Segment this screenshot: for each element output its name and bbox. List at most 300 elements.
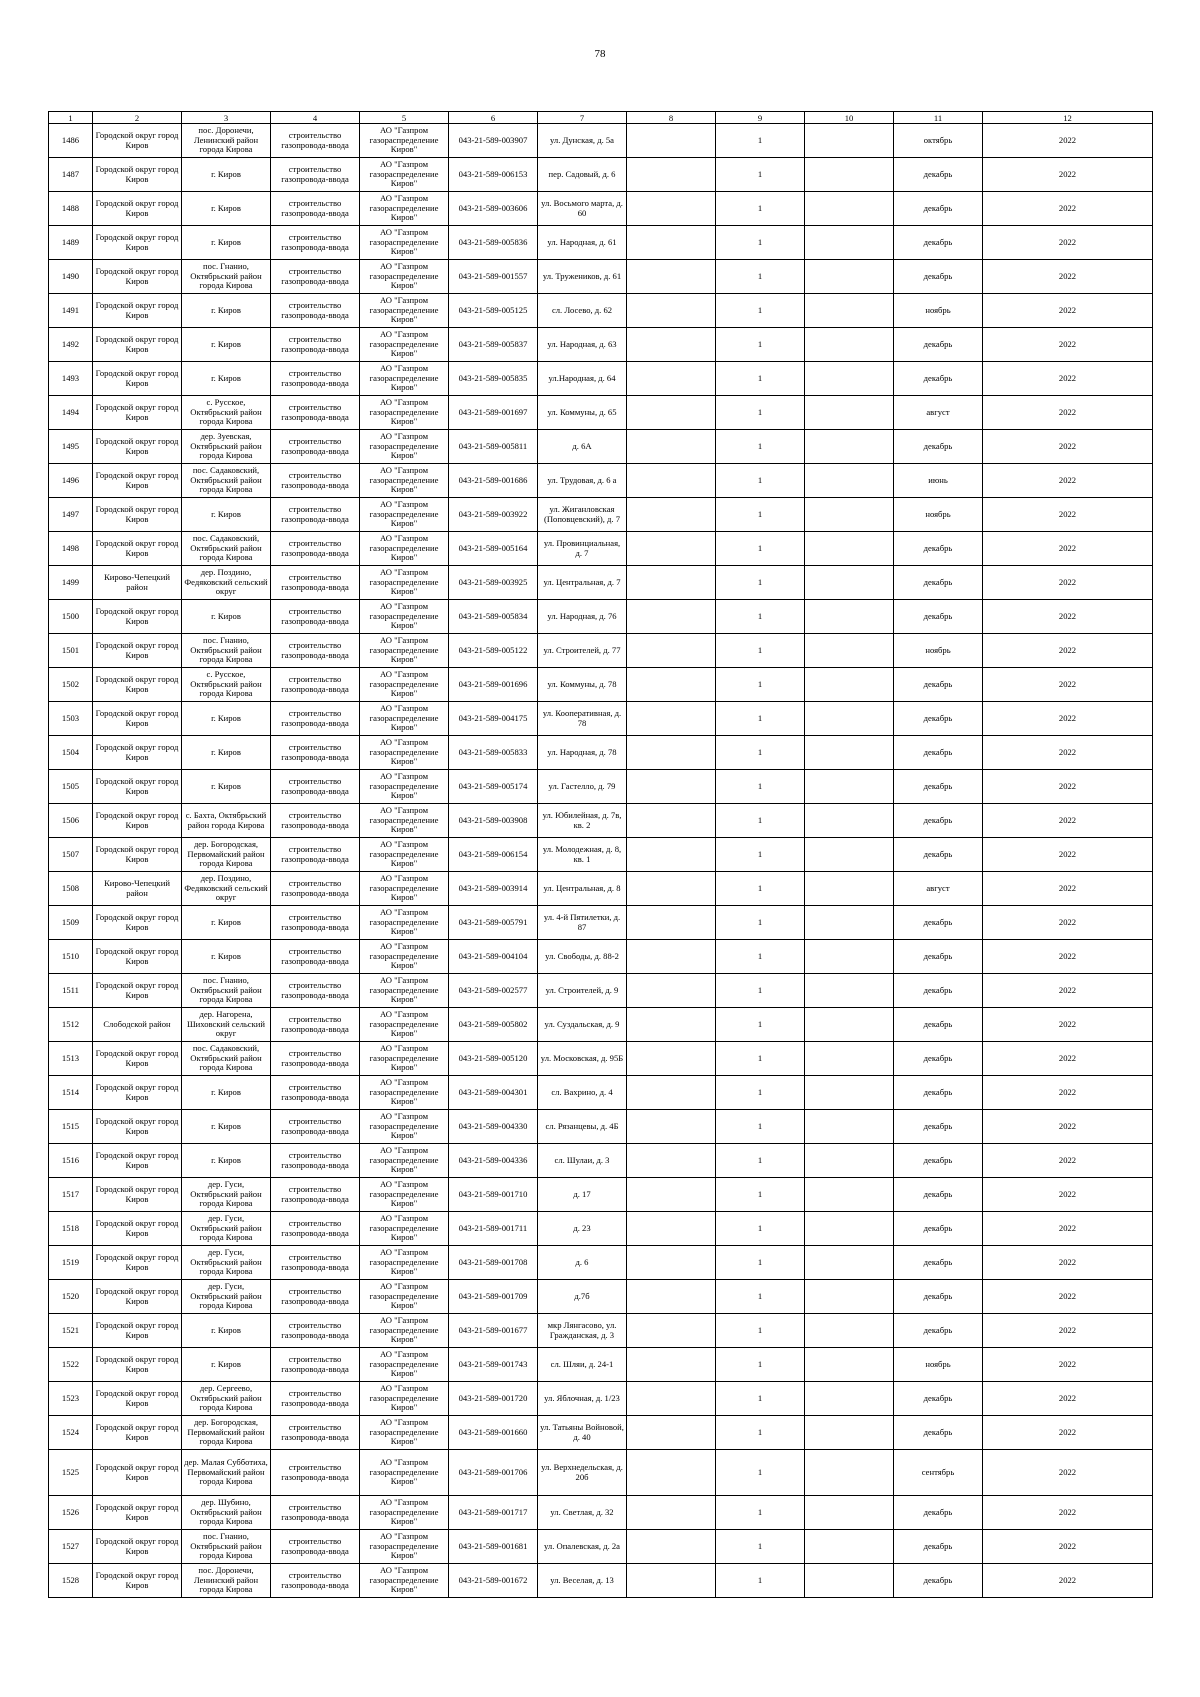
month-cell-text: декабрь bbox=[923, 1507, 953, 1517]
empty-cell bbox=[627, 294, 716, 328]
code-cell-text: 043-21-589-001710 bbox=[458, 1189, 528, 1199]
empty-cell bbox=[627, 532, 716, 566]
month-cell-text: декабрь bbox=[923, 203, 953, 213]
code-cell-text: 043-21-589-005125 bbox=[458, 305, 528, 315]
year-cell bbox=[983, 872, 1153, 906]
code-cell-text: 043-21-589-001681 bbox=[458, 1541, 528, 1551]
organization-cell bbox=[360, 1110, 449, 1144]
address-cell bbox=[538, 1212, 627, 1246]
code-cell bbox=[449, 668, 538, 702]
address-cell bbox=[538, 1348, 627, 1382]
organization-cell-text: АО "Газпром газораспределение Киров" bbox=[369, 1384, 439, 1413]
address-cell bbox=[538, 736, 627, 770]
organization-cell bbox=[360, 192, 449, 226]
month-cell-text: ноябрь bbox=[925, 509, 951, 519]
code-cell-text: 043-21-589-001677 bbox=[458, 1325, 528, 1335]
work-type-cell bbox=[271, 804, 360, 838]
empty-cell bbox=[627, 1416, 716, 1450]
row-number-cell bbox=[49, 158, 93, 192]
work-type-cell bbox=[271, 1564, 360, 1598]
organization-cell bbox=[360, 906, 449, 940]
code-cell-text: 043-21-589-001697 bbox=[458, 407, 528, 417]
district-cell bbox=[93, 328, 182, 362]
empty-cell bbox=[805, 1314, 894, 1348]
work-type-cell-text: строительство газопровода-ввода bbox=[281, 164, 349, 184]
district-cell bbox=[93, 1144, 182, 1178]
district-cell bbox=[93, 1008, 182, 1042]
year-cell bbox=[983, 702, 1153, 736]
quantity-cell bbox=[716, 1076, 805, 1110]
address-cell-text: ул. Восьмого марта, д. 60 bbox=[541, 198, 623, 218]
row-number-cell bbox=[49, 1110, 93, 1144]
column-number: 8 bbox=[627, 112, 716, 124]
row-number-cell-text: 1519 bbox=[61, 1257, 80, 1267]
locality-cell bbox=[182, 192, 271, 226]
month-cell bbox=[894, 1212, 983, 1246]
row-number-cell bbox=[49, 974, 93, 1008]
table-row bbox=[49, 634, 1153, 668]
locality-cell-text: дер. Поздино, Федяковский сельский округ bbox=[184, 874, 268, 903]
quantity-cell bbox=[716, 226, 805, 260]
month-cell-text: декабрь bbox=[923, 339, 953, 349]
quantity-cell-text: 1 bbox=[757, 713, 763, 723]
organization-cell bbox=[360, 1450, 449, 1496]
work-type-cell-text: строительство газопровода-ввода bbox=[281, 1150, 349, 1170]
year-cell-text: 2022 bbox=[1058, 509, 1077, 519]
row-number-cell bbox=[49, 1348, 93, 1382]
district-cell-text: Городской округ город Киров bbox=[95, 708, 179, 728]
address-cell-text: ул. Московская, д. 95Б bbox=[540, 1053, 624, 1063]
organization-cell bbox=[360, 1564, 449, 1598]
empty-cell bbox=[805, 328, 894, 362]
work-type-cell-text: строительство газопровода-ввода bbox=[281, 1116, 349, 1136]
work-type-cell-text: строительство газопровода-ввода bbox=[281, 1502, 349, 1522]
locality-cell-text: пос. Садаковский, Октябрьский район города Кирова bbox=[190, 1044, 262, 1073]
address-cell bbox=[538, 1178, 627, 1212]
month-cell-text: декабрь bbox=[923, 1393, 953, 1403]
address-cell bbox=[538, 940, 627, 974]
month-cell bbox=[894, 872, 983, 906]
work-type-cell-text: строительство газопровода-ввода bbox=[281, 708, 349, 728]
quantity-cell bbox=[716, 124, 805, 158]
district-cell-text: Городской округ город Киров bbox=[95, 538, 179, 558]
organization-cell-text: АО "Газпром газораспределение Киров" bbox=[369, 670, 439, 699]
month-cell-text: декабрь bbox=[923, 1053, 953, 1063]
district-cell-text: Городской округ город Киров bbox=[95, 640, 179, 660]
organization-cell-text: АО "Газпром газораспределение Киров" bbox=[369, 806, 439, 835]
code-cell bbox=[449, 566, 538, 600]
work-type-cell-text: строительство газопровода-ввода bbox=[281, 538, 349, 558]
organization-cell-text: АО "Газпром газораспределение Киров" bbox=[369, 840, 439, 869]
code-cell-text: 043-21-589-006153 bbox=[458, 169, 528, 179]
row-number-cell-text: 1502 bbox=[61, 679, 80, 689]
work-type-cell-text: строительство газопровода-ввода bbox=[281, 1462, 349, 1482]
organization-cell-text: АО "Газпром газораспределение Киров" bbox=[369, 296, 439, 325]
district-cell bbox=[93, 1246, 182, 1280]
year-cell bbox=[983, 124, 1153, 158]
locality-cell-text: г. Киров bbox=[211, 1087, 241, 1097]
quantity-cell bbox=[716, 362, 805, 396]
locality-cell bbox=[182, 1144, 271, 1178]
work-type-cell-text: строительство газопровода-ввода bbox=[281, 674, 349, 694]
district-cell bbox=[93, 1348, 182, 1382]
locality-cell-text: г. Киров bbox=[211, 339, 241, 349]
work-type-cell-text: строительство газопровода-ввода bbox=[281, 980, 349, 1000]
organization-cell-text: АО "Газпром газораспределение Киров" bbox=[369, 772, 439, 801]
empty-cell bbox=[627, 1348, 716, 1382]
quantity-cell bbox=[716, 532, 805, 566]
empty-cell bbox=[627, 872, 716, 906]
quantity-cell-text: 1 bbox=[757, 1291, 763, 1301]
row-number-cell-text: 1528 bbox=[61, 1575, 80, 1585]
organization-cell bbox=[360, 974, 449, 1008]
code-cell bbox=[449, 702, 538, 736]
work-type-cell bbox=[271, 430, 360, 464]
row-number-cell-text: 1497 bbox=[61, 509, 80, 519]
work-type-cell-text: строительство газопровода-ввода bbox=[281, 1536, 349, 1556]
work-type-cell bbox=[271, 1212, 360, 1246]
work-type-cell bbox=[271, 702, 360, 736]
locality-cell bbox=[182, 1314, 271, 1348]
row-number-cell-text: 1494 bbox=[61, 407, 80, 417]
year-cell bbox=[983, 1348, 1153, 1382]
district-cell-text: Кирово-Чепецкий район bbox=[104, 572, 170, 592]
organization-cell-text: АО "Газпром газораспределение Киров" bbox=[369, 126, 439, 155]
work-type-cell bbox=[271, 600, 360, 634]
row-number-cell-text: 1523 bbox=[61, 1393, 80, 1403]
column-number: 7 bbox=[538, 112, 627, 124]
column-number: 9 bbox=[716, 112, 805, 124]
district-cell bbox=[93, 124, 182, 158]
code-cell bbox=[449, 1314, 538, 1348]
month-cell-text: декабрь bbox=[923, 679, 953, 689]
district-cell bbox=[93, 294, 182, 328]
address-cell-text: сл. Вахрино, д. 4 bbox=[551, 1087, 613, 1097]
organization-cell-text: АО "Газпром газораспределение Киров" bbox=[369, 1316, 439, 1345]
month-cell bbox=[894, 1178, 983, 1212]
year-cell-text: 2022 bbox=[1058, 135, 1077, 145]
organization-cell bbox=[360, 702, 449, 736]
code-cell bbox=[449, 1530, 538, 1564]
row-number-cell-text: 1521 bbox=[61, 1325, 80, 1335]
locality-cell-text: с. Русское, Октябрьский район города Кирова bbox=[190, 670, 262, 699]
code-cell bbox=[449, 294, 538, 328]
address-cell-text: ул. Коммуны, д. 65 bbox=[547, 407, 617, 417]
year-cell-text: 2022 bbox=[1058, 611, 1077, 621]
work-type-cell bbox=[271, 226, 360, 260]
work-type-cell-text: строительство газопровода-ввода bbox=[281, 334, 349, 354]
month-cell bbox=[894, 1144, 983, 1178]
locality-cell bbox=[182, 940, 271, 974]
organization-cell bbox=[360, 600, 449, 634]
code-cell bbox=[449, 362, 538, 396]
locality-cell bbox=[182, 600, 271, 634]
quantity-cell bbox=[716, 294, 805, 328]
organization-cell-text: АО "Газпром газораспределение Киров" bbox=[369, 976, 439, 1005]
code-cell bbox=[449, 1348, 538, 1382]
work-type-cell bbox=[271, 464, 360, 498]
code-cell-text: 043-21-589-001711 bbox=[458, 1223, 528, 1233]
row-number-cell-text: 1513 bbox=[61, 1053, 80, 1063]
year-cell bbox=[983, 634, 1153, 668]
empty-cell bbox=[805, 838, 894, 872]
locality-cell bbox=[182, 1042, 271, 1076]
table-row bbox=[49, 1314, 1153, 1348]
address-cell bbox=[538, 974, 627, 1008]
empty-cell bbox=[805, 260, 894, 294]
code-cell bbox=[449, 158, 538, 192]
organization-cell bbox=[360, 1416, 449, 1450]
year-cell-text: 2022 bbox=[1058, 1507, 1077, 1517]
locality-cell bbox=[182, 1110, 271, 1144]
row-number-cell-text: 1500 bbox=[61, 611, 80, 621]
locality-cell-text: г. Киров bbox=[211, 713, 241, 723]
year-cell-text: 2022 bbox=[1058, 271, 1077, 281]
empty-cell bbox=[627, 838, 716, 872]
year-cell bbox=[983, 464, 1153, 498]
locality-cell-text: г. Киров bbox=[211, 747, 241, 757]
month-cell-text: ноябрь bbox=[925, 1359, 951, 1369]
locality-cell-text: г. Киров bbox=[211, 611, 241, 621]
district-cell bbox=[93, 1178, 182, 1212]
quantity-cell-text: 1 bbox=[757, 1223, 763, 1233]
row-number-cell-text: 1507 bbox=[61, 849, 80, 859]
address-cell-text: ул. Коммуны, д. 78 bbox=[547, 679, 617, 689]
organization-cell bbox=[360, 158, 449, 192]
work-type-cell bbox=[271, 1144, 360, 1178]
table-row bbox=[49, 1382, 1153, 1416]
row-number-cell-text: 1516 bbox=[61, 1155, 80, 1165]
district-cell bbox=[93, 1496, 182, 1530]
district-cell bbox=[93, 1382, 182, 1416]
organization-cell-text: АО "Газпром газораспределение Киров" bbox=[369, 942, 439, 971]
row-number-cell-text: 1520 bbox=[61, 1291, 80, 1301]
row-number-cell bbox=[49, 1530, 93, 1564]
year-cell bbox=[983, 328, 1153, 362]
table-row bbox=[49, 294, 1153, 328]
row-number-cell bbox=[49, 770, 93, 804]
address-cell-text: д. 23 bbox=[573, 1223, 591, 1233]
code-cell-text: 043-21-589-005835 bbox=[458, 373, 528, 383]
row-number-cell bbox=[49, 1178, 93, 1212]
table-row bbox=[49, 362, 1153, 396]
address-cell-text: пер. Садовый, д. 6 bbox=[548, 169, 616, 179]
row-number-cell bbox=[49, 294, 93, 328]
work-type-cell bbox=[271, 1382, 360, 1416]
empty-cell bbox=[805, 906, 894, 940]
code-cell-text: 043-21-589-005122 bbox=[458, 645, 528, 655]
quantity-cell bbox=[716, 1530, 805, 1564]
column-number: 2 bbox=[93, 112, 182, 124]
month-cell bbox=[894, 1246, 983, 1280]
quantity-cell bbox=[716, 1178, 805, 1212]
code-cell bbox=[449, 1564, 538, 1598]
month-cell bbox=[894, 906, 983, 940]
year-cell-text: 2022 bbox=[1058, 407, 1077, 417]
empty-cell bbox=[805, 1348, 894, 1382]
organization-cell-text: АО "Газпром газораспределение Киров" bbox=[369, 1146, 439, 1175]
month-cell bbox=[894, 600, 983, 634]
address-cell-text: ул. Дунская, д. 5а bbox=[550, 135, 614, 145]
code-cell-text: 043-21-589-001696 bbox=[458, 679, 528, 689]
code-cell-text: 043-21-589-001708 bbox=[458, 1257, 528, 1267]
month-cell-text: ноябрь bbox=[925, 645, 951, 655]
month-cell bbox=[894, 1450, 983, 1496]
address-cell bbox=[538, 328, 627, 362]
year-cell-text: 2022 bbox=[1058, 1291, 1077, 1301]
district-cell bbox=[93, 634, 182, 668]
month-cell bbox=[894, 1416, 983, 1450]
address-cell-text: ул. Кооперативная, д. 78 bbox=[542, 708, 622, 728]
month-cell-text: декабрь bbox=[923, 1257, 953, 1267]
quantity-cell bbox=[716, 430, 805, 464]
month-cell bbox=[894, 328, 983, 362]
code-cell bbox=[449, 260, 538, 294]
district-cell bbox=[93, 1314, 182, 1348]
locality-cell-text: пос. Садаковский, Октябрьский район города Кирова bbox=[190, 466, 262, 495]
address-cell bbox=[538, 260, 627, 294]
row-number-cell bbox=[49, 1042, 93, 1076]
row-number-cell-text: 1491 bbox=[61, 305, 80, 315]
table-row bbox=[49, 1530, 1153, 1564]
district-cell bbox=[93, 838, 182, 872]
row-number-cell bbox=[49, 702, 93, 736]
code-cell bbox=[449, 396, 538, 430]
row-number-cell-text: 1526 bbox=[61, 1507, 80, 1517]
column-number: 6 bbox=[449, 112, 538, 124]
district-cell-text: Городской округ город Киров bbox=[95, 1536, 179, 1556]
quantity-cell-text: 1 bbox=[757, 883, 763, 893]
code-cell bbox=[449, 1496, 538, 1530]
address-cell-text: д. 6 bbox=[575, 1257, 589, 1267]
organization-cell bbox=[360, 1076, 449, 1110]
row-number-cell bbox=[49, 328, 93, 362]
empty-cell bbox=[805, 192, 894, 226]
locality-cell bbox=[182, 464, 271, 498]
month-cell bbox=[894, 1314, 983, 1348]
address-cell-text: ул.Народная, д. 64 bbox=[548, 373, 616, 383]
empty-cell bbox=[627, 770, 716, 804]
work-type-cell-text: строительство газопровода-ввода bbox=[281, 640, 349, 660]
organization-cell-text: АО "Газпром газораспределение Киров" bbox=[369, 1566, 439, 1595]
year-cell bbox=[983, 974, 1153, 1008]
locality-cell-text: пос. Доронечи, Ленинский район города Кирова bbox=[193, 126, 259, 155]
year-cell-text: 2022 bbox=[1058, 985, 1077, 995]
district-cell-text: Городской округ город Киров bbox=[95, 1116, 179, 1136]
organization-cell-text: АО "Газпром газораспределение Киров" bbox=[369, 704, 439, 733]
empty-cell bbox=[805, 430, 894, 464]
year-cell bbox=[983, 940, 1153, 974]
district-cell-text: Городской округ город Киров bbox=[95, 946, 179, 966]
locality-cell-text: дер. Сергеево, Октябрьский район города Кирова bbox=[190, 1384, 262, 1413]
district-cell-text: Кирово-Чепецкий район bbox=[104, 878, 170, 898]
work-type-cell bbox=[271, 634, 360, 668]
district-cell-text: Городской округ город Киров bbox=[95, 1082, 179, 1102]
year-cell bbox=[983, 1314, 1153, 1348]
empty-cell bbox=[805, 974, 894, 1008]
locality-cell bbox=[182, 1212, 271, 1246]
row-number-cell-text: 1487 bbox=[61, 169, 80, 179]
address-cell-text: д. 6А bbox=[572, 441, 592, 451]
quantity-cell-text: 1 bbox=[757, 169, 763, 179]
month-cell-text: декабрь bbox=[923, 1189, 953, 1199]
organization-cell bbox=[360, 464, 449, 498]
address-cell bbox=[538, 1382, 627, 1416]
column-number: 4 bbox=[271, 112, 360, 124]
row-number-cell-text: 1506 bbox=[61, 815, 80, 825]
table-row bbox=[49, 532, 1153, 566]
organization-cell bbox=[360, 1212, 449, 1246]
month-cell-text: сентябрь bbox=[921, 1467, 955, 1477]
address-cell-text: ул. Татьяны Войновой, д. 40 bbox=[540, 1422, 624, 1442]
district-cell-text: Городской округ город Киров bbox=[95, 1422, 179, 1442]
locality-cell bbox=[182, 906, 271, 940]
locality-cell bbox=[182, 1530, 271, 1564]
quantity-cell bbox=[716, 1042, 805, 1076]
work-type-cell bbox=[271, 1530, 360, 1564]
quantity-cell-text: 1 bbox=[757, 1189, 763, 1199]
address-cell-text: ул. Свободы, д. 88-2 bbox=[545, 951, 619, 961]
locality-cell bbox=[182, 532, 271, 566]
quantity-cell bbox=[716, 906, 805, 940]
district-cell bbox=[93, 498, 182, 532]
row-number-cell bbox=[49, 1280, 93, 1314]
locality-cell bbox=[182, 702, 271, 736]
organization-cell bbox=[360, 1314, 449, 1348]
quantity-cell bbox=[716, 566, 805, 600]
year-cell-text: 2022 bbox=[1058, 883, 1077, 893]
year-cell-text: 2022 bbox=[1058, 1575, 1077, 1585]
empty-cell bbox=[805, 532, 894, 566]
row-number-cell bbox=[49, 192, 93, 226]
year-cell-text: 2022 bbox=[1058, 169, 1077, 179]
work-type-cell-text: строительство газопровода-ввода bbox=[281, 1252, 349, 1272]
address-cell bbox=[538, 804, 627, 838]
work-type-cell-text: строительство газопровода-ввода bbox=[281, 368, 349, 388]
month-cell-text: декабрь bbox=[923, 747, 953, 757]
code-cell bbox=[449, 1110, 538, 1144]
code-cell-text: 043-21-589-001717 bbox=[458, 1507, 528, 1517]
organization-cell bbox=[360, 226, 449, 260]
address-cell bbox=[538, 838, 627, 872]
work-type-cell-text: строительство газопровода-ввода bbox=[281, 266, 349, 286]
district-cell-text: Слободской район bbox=[103, 1019, 171, 1029]
work-type-cell bbox=[271, 940, 360, 974]
district-cell-text: Городской округ город Киров bbox=[95, 606, 179, 626]
quantity-cell-text: 1 bbox=[757, 1467, 763, 1477]
empty-cell bbox=[627, 1564, 716, 1598]
row-number-cell bbox=[49, 838, 93, 872]
row-number-cell-text: 1518 bbox=[61, 1223, 80, 1233]
row-number-cell bbox=[49, 634, 93, 668]
empty-cell bbox=[805, 1530, 894, 1564]
month-cell bbox=[894, 124, 983, 158]
district-cell-text: Городской округ город Киров bbox=[95, 1252, 179, 1272]
address-cell bbox=[538, 362, 627, 396]
year-cell bbox=[983, 226, 1153, 260]
empty-cell bbox=[627, 1110, 716, 1144]
locality-cell-text: дер. Гуси, Октябрьский район города Кирова bbox=[190, 1282, 262, 1311]
address-cell-text: ул. Светлая, д. 32 bbox=[550, 1507, 614, 1517]
month-cell-text: декабрь bbox=[923, 543, 953, 553]
empty-cell bbox=[805, 600, 894, 634]
organization-cell bbox=[360, 1144, 449, 1178]
code-cell bbox=[449, 226, 538, 260]
organization-cell bbox=[360, 260, 449, 294]
table-row bbox=[49, 158, 1153, 192]
table-row bbox=[49, 396, 1153, 430]
row-number-cell-text: 1525 bbox=[61, 1467, 80, 1477]
